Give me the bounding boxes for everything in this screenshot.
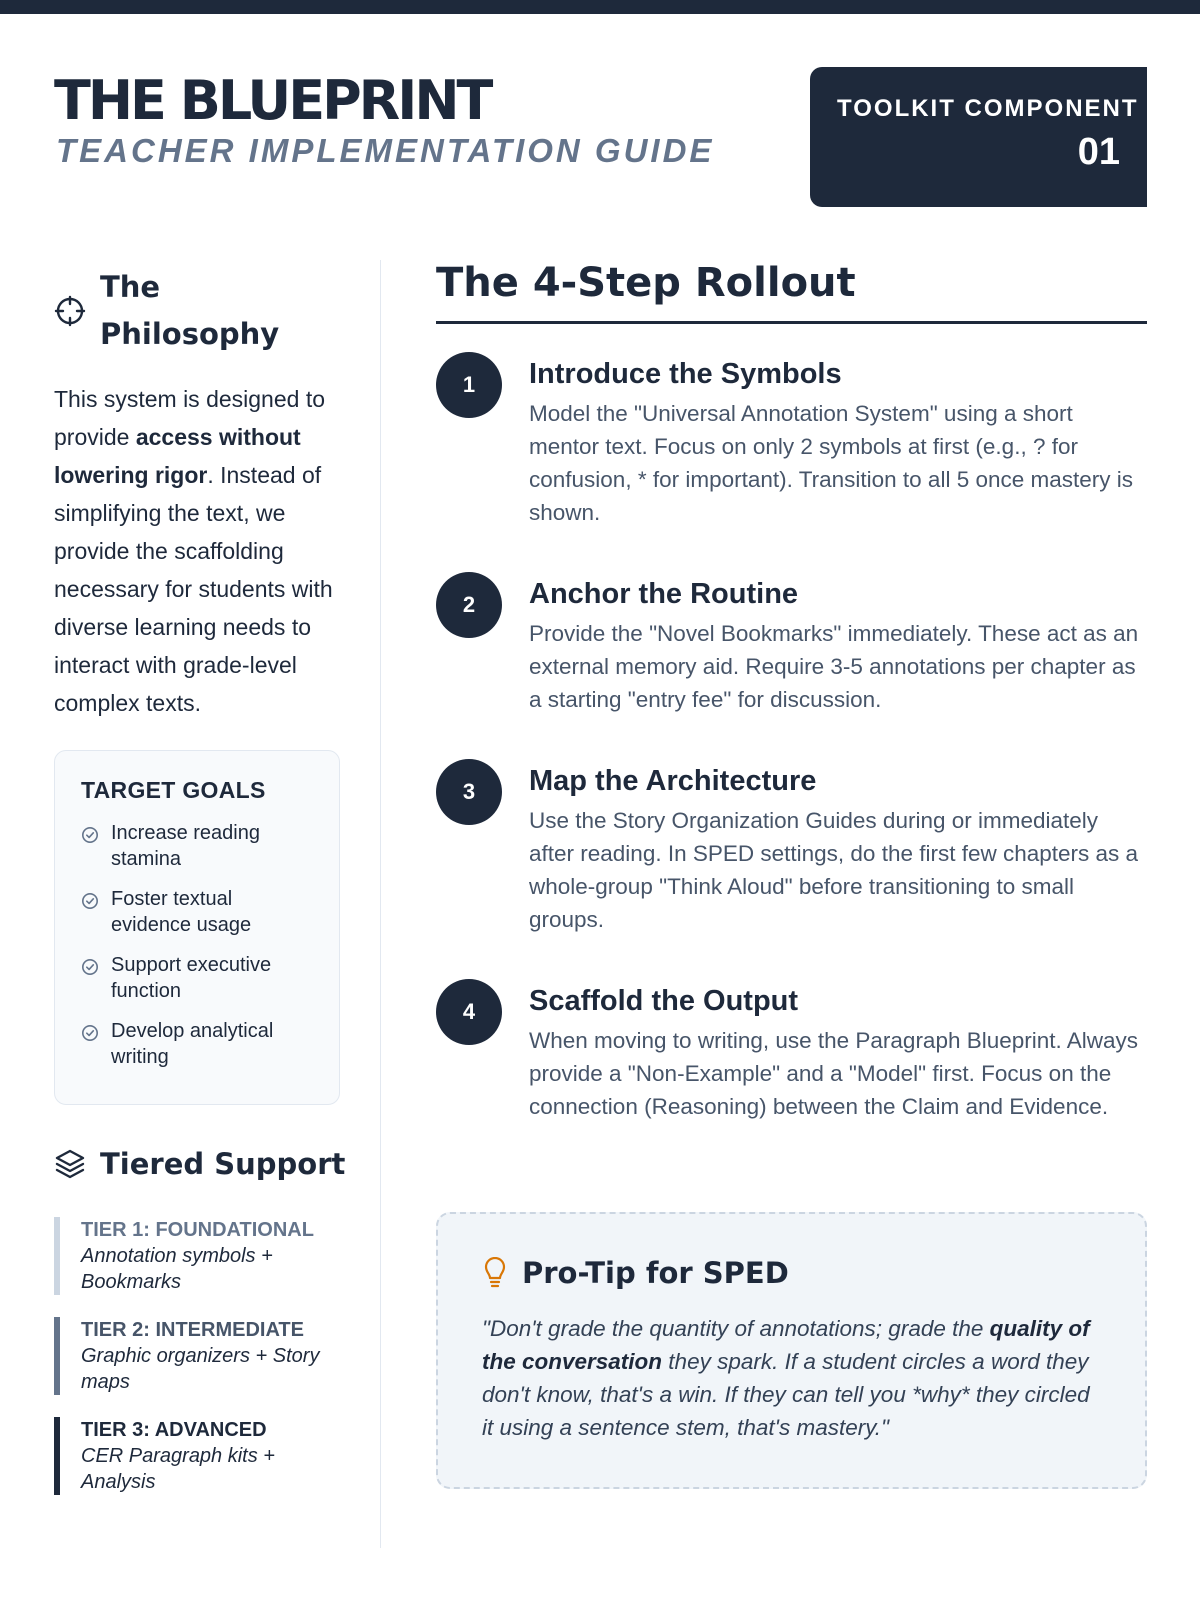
rollout-step-1 (436, 352, 1147, 529)
goal-text: Increase reading stamina (111, 822, 260, 870)
step-body (529, 764, 1147, 936)
goal-item (81, 820, 313, 872)
pro-tip-title: Pro-Tip for SPED (522, 1256, 789, 1290)
tier-item (54, 1217, 354, 1295)
check-circle-icon (81, 1024, 99, 1042)
target-goals-card (54, 750, 340, 1105)
badge-label: TOOLKIT COMPONENT (837, 95, 1139, 122)
rollout-step-3 (436, 759, 1147, 936)
check-circle-icon (81, 892, 99, 910)
tier-desc: Graphic organizers + Story maps (81, 1345, 320, 1393)
goal-item (81, 1018, 313, 1070)
check-circle-icon (81, 958, 99, 976)
step-desc: Model the "Universal Annotation System" using a short mentor text. Focus on only 2 symbols at first (e.g., ? for confusion, * for important). Transition to all 5 once mastery is shown. (529, 401, 1134, 525)
philosophy-text-b: . Instead of simplifying the text, we provide the scaffolding necessary for students with diverse learning needs to interact with grade-level complex texts. (54, 462, 333, 716)
page-title: THE BLUEPRINT (54, 69, 491, 132)
top-accent-bar (0, 0, 1200, 14)
step-desc: When moving to writing, use the Paragraph Blueprint. Always provide a "Non-Example" and a "Model" first. Focus on the connection (Reasoning) between the Claim and Evidence. (529, 1028, 1139, 1119)
pro-tip-heading (482, 1256, 1103, 1290)
step-number-badge: 4 (436, 979, 502, 1045)
step-body (529, 357, 1147, 529)
philosophy-text-bold: access without lowering rigor (54, 424, 301, 488)
step-desc: Provide the "Novel Bookmarks" immediately. These act as an external memory aid. Require 3-5 annotations per chapter as a starting "entry fee" for discussion. (529, 621, 1139, 712)
tier-name: TIER 2: INTERMEDIATE (81, 1319, 304, 1341)
rollout-step-4 (436, 979, 1147, 1123)
step-number-badge: 3 (436, 759, 502, 825)
tier-name: TIER 3: ADVANCED (81, 1419, 267, 1441)
tiered-support-title: Tiered Support (100, 1147, 346, 1181)
goals-title: TARGET GOALS (81, 777, 266, 803)
step-number-badge: 2 (436, 572, 502, 638)
tier-desc: Annotation symbols + Bookmarks (81, 1245, 273, 1293)
goal-item (81, 952, 313, 1004)
step-number-badge: 1 (436, 352, 502, 418)
step-title: Scaffold the Output (529, 985, 799, 1017)
step-desc: Use the Story Organization Guides during or immediately after reading. In SPED settings, do the first few chapters as a whole-group "Think Aloud" before transitioning to small groups. (529, 808, 1139, 932)
tier-desc: CER Paragraph kits + Analysis (81, 1445, 275, 1493)
goal-text: Develop analytical writing (111, 1020, 274, 1068)
pro-tip-card (436, 1212, 1147, 1489)
tier-item (54, 1417, 354, 1495)
step-title: Map the Architecture (529, 765, 817, 797)
philosophy-title-line2: Philosophy (100, 317, 280, 351)
check-circle-icon (81, 826, 99, 844)
philosophy-text (54, 380, 354, 722)
layers-icon (54, 1148, 86, 1180)
rollout-step-2 (436, 572, 1147, 716)
pro-tip-text (482, 1312, 1103, 1444)
philosophy-heading (54, 264, 279, 358)
pro-tip-text-bold: quality of the conversation (482, 1316, 1090, 1374)
goal-text: Support executive function (111, 954, 272, 1002)
tier-name: TIER 1: FOUNDATIONAL (81, 1219, 314, 1241)
goal-item (81, 886, 313, 938)
tier-item (54, 1317, 354, 1395)
badge-number: 01 (1077, 131, 1120, 173)
step-body (529, 577, 1147, 716)
pro-tip-text-a: "Don't grade the quantity of annotations; grade the (482, 1316, 990, 1341)
step-body (529, 984, 1147, 1123)
crosshair-icon (54, 295, 86, 327)
philosophy-title (100, 264, 279, 358)
philosophy-title-line1: The (100, 270, 161, 304)
toolkit-badge (810, 67, 1147, 207)
lightbulb-icon (482, 1257, 508, 1289)
step-title: Introduce the Symbols (529, 358, 842, 390)
page-subtitle: TEACHER IMPLEMENTATION GUIDE (56, 132, 715, 169)
column-divider (380, 260, 381, 1548)
pro-tip-text-b: they spark. If a student circles a word they don't know, that's a win. If they can tell you *why* they circled it using a sentence stem, that's mastery." (482, 1349, 1090, 1440)
tiered-support-heading (54, 1147, 345, 1181)
rollout-title: The 4-Step Rollout (436, 260, 856, 306)
goal-text: Foster textual evidence usage (111, 888, 252, 936)
step-title: Anchor the Routine (529, 578, 799, 610)
philosophy-text-a: This system is designed to provide (54, 386, 326, 450)
rollout-rule (436, 321, 1147, 324)
